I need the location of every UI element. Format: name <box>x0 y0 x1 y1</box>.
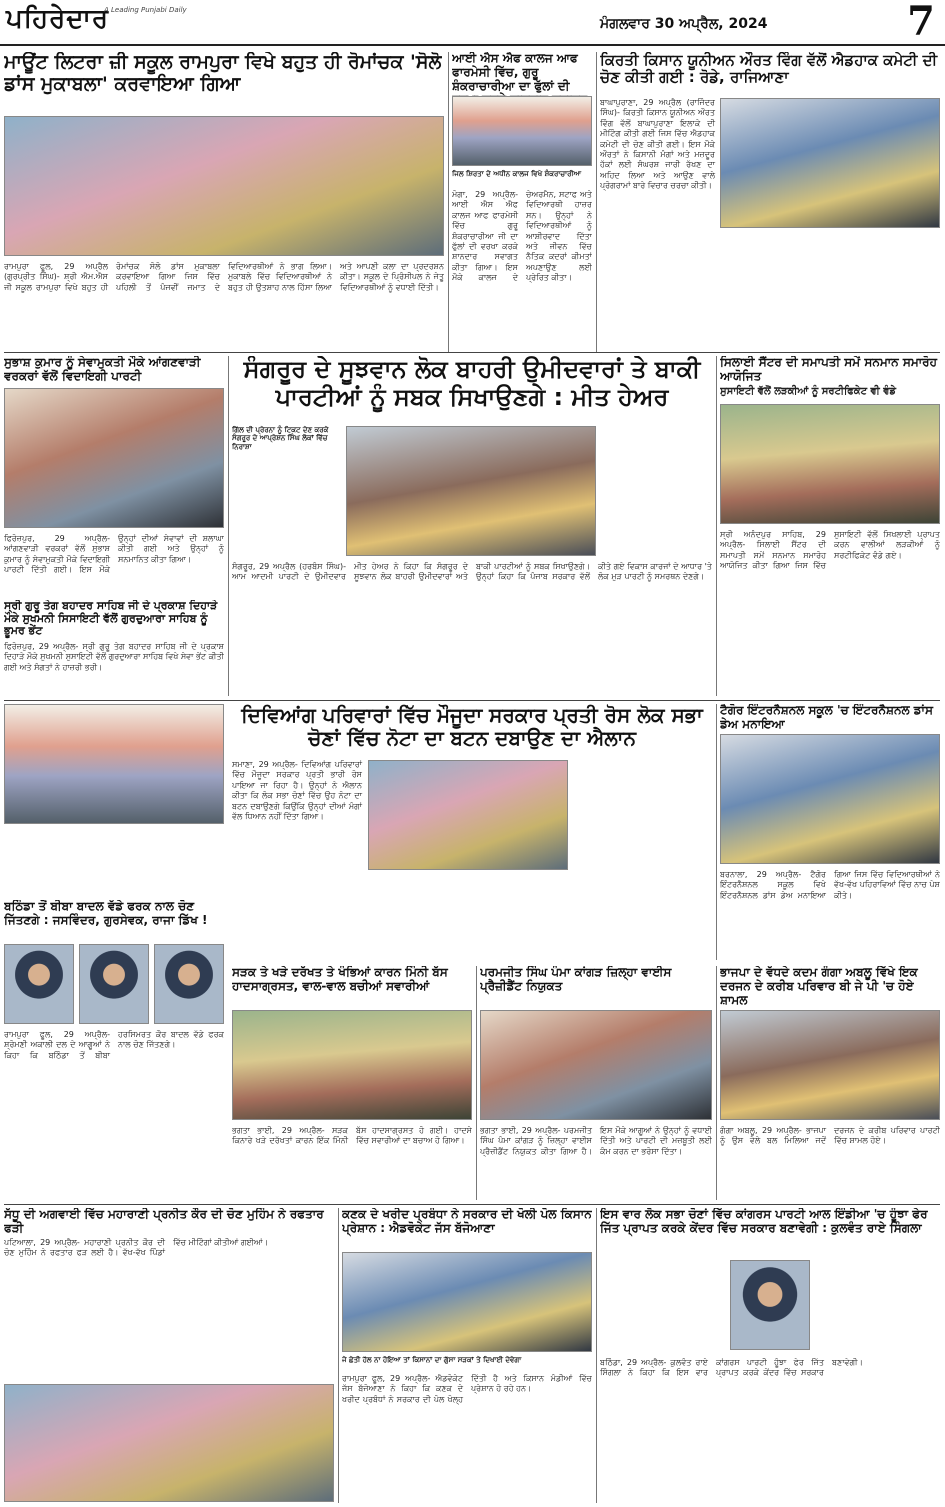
campaign-photo <box>346 426 596 556</box>
protest-photo <box>342 1252 592 1352</box>
bjp-photo <box>720 1010 940 1120</box>
article-body: ਭਗਤਾ ਭਾਈ, 29 ਅਪ੍ਰੈਲ- ਸੜਕ ਕਿਨਾਰੇ ਖੜੇ ਦਰੱਖਤਾਂ ਕਾਰਨ ਇੱਕ ਮਿੰਨੀ ਬੱਸ ਹਾਦਸਾਗ੍ਰਸਤ ਹੋ ਗਈ। ਹਾਦਸੇ ਵਿੱਚ ਸਵਾਰੀਆਂ ਦਾ ਬਚਾਅ ਹੋ ਗਿਆ। <box>232 1126 472 1146</box>
page-number: 7 <box>907 0 935 45</box>
article-body: ਸੰਗਰੂਰ, 29 ਅਪ੍ਰੈਲ (ਹਰਬੰਸ ਸਿੰਘ)- ਆਮ ਆਦਮੀ ਪਾਰਟੀ ਦੇ ਉਮੀਦਵਾਰ ਮੀਤ ਹੇਅਰ ਨੇ ਕਿਹਾ ਕਿ ਸੰਗਰੂਰ ਦੇ ਸੂਝਵਾਨ ਲੋਕ ਬਾਹਰੀ ਉਮੀਦਵਾਰਾਂ ਅਤੇ ਬਾਕੀ ਪਾਰਟੀਆਂ ਨੂੰ ਸਬਕ ਸਿਖਾਉਣਗੇ। ਉਨ੍ਹਾਂ ਕਿਹਾ ਕਿ ਪੰਜਾਬ ਸਰਕਾਰ ਵੱਲੋਂ ਕੀਤੇ ਗਏ ਵਿਕਾਸ ਕਾਰਜਾਂ ਦੇ ਆਧਾਰ 'ਤੇ ਲੋਕ ਮੁੜ ਪਾਰਟੀ ਨੂੰ ਸਮਰਥਨ ਦੇਣਗੇ। <box>232 562 712 582</box>
headline: ਸੱਧੂ ਦੀ ਅਗਵਾਈ ਵਿੱਚ ਮਹਾਰਾਣੀ ਪ੍ਰਨੀਤ ਕੌਰ ਦੀ ਚੋਣ ਮੁਹਿੰਮ ਨੇ ਰਫਤਾਰ ਫੜੀ <box>4 1208 324 1235</box>
singla-portrait <box>730 1260 810 1350</box>
headline: ਕਣਕ ਦੇ ਖਰੀਦ ਪ੍ਰਬੰਧਾ ਨੇ ਸਰਕਾਰ ਦੀ ਖੋਲੀ ਪੋਲ ਕਿਸਾਨ ਪ੍ਰੇਸ਼ਾਨ : ਐਡਵੋਕੇਟ ਜੱਸ ਬੱਜੋਆਣਾ <box>342 1208 592 1235</box>
masthead <box>0 0 945 46</box>
appointment-photo <box>480 1010 712 1120</box>
article-meet-hayer <box>232 356 712 696</box>
article-congress-singla <box>600 1208 940 1503</box>
sewing-photo <box>720 404 940 524</box>
article-sewing-centre <box>720 356 940 696</box>
headline: ਸੰਗਰੂਰ ਦੇ ਸੂਝਵਾਨ ਲੋਕ ਬਾਹਰੀ ਉਮੀਦਵਾਰਾਂ ਤੇ ਬਾਕੀ ਪਾਰਟੀਆਂ ਨੂੰ ਸਬਕ ਸਿਖਾਉਣਗੇ : ਮੀਤ ਹੇਅਰ <box>243 356 701 411</box>
headline: ਇਸ ਵਾਰ ਲੋਕ ਸਭਾ ਚੋਣਾਂ ਵਿੱਚ ਕਾਂਗਰਸ ਪਾਰਟੀ ਆਲ ਇੰਡੀਆ 'ਚ ਹੂੰਝਾ ਫੇਰ ਜਿੱਤ ਪ੍ਰਾਪਤ ਕਰਕੇ ਕੇਂਦਰ ਵਿੱਚ ਸਰਕਾਰ ਬਣਾਵੇਗੀ : ਕੁਲਵੰਤ ਰਾਏ ਸਿੰਗਲਾ <box>600 1208 928 1235</box>
gurdwara-photo <box>4 704 224 824</box>
headline: ਆਈ ਐਸ ਐਫ ਕਾਲਜ ਆਫ ਫਾਰਮੇਸੀ ਵਿੱਚ, ਗੁਰੂ ਸ਼ੰਕਰਾਚਾਰੀਆ ਦਾ ਫੁੱਲਾਂ ਦੀ <box>452 52 578 93</box>
accident-photo <box>232 1010 472 1120</box>
divyang-photo <box>368 760 568 870</box>
article-divyang-nota <box>232 704 712 960</box>
issue-date: ਮੰਗਲਵਾਰ 30 ਅਪ੍ਰੈਲ, 2024 <box>600 16 768 32</box>
article-kisan-union <box>600 52 940 347</box>
headline: ਸੜਕ ਤੇ ਖੜੇ ਦਰੱਖਤ ਤੇ ਖੰਭਿਆਂ ਕਾਰਨ ਮਿੰਨੀ ਬੱਸ ਹਾਦਸਾਗ੍ਰਸਤ, ਵਾਲ-ਵਾਲ ਬਚੀਆਂ ਸਵਾਰੀਆਂ <box>232 966 448 993</box>
article-body: ਰਾਮਪੁਰਾ ਫੂਲ, 29 ਅਪ੍ਰੈਲ- ਸ਼੍ਰੋਮਣੀ ਅਕਾਲੀ ਦਲ ਦੇ ਆਗੂਆਂ ਨੇ ਕਿਹਾ ਕਿ ਬਠਿੰਡਾ ਤੋਂ ਬੀਬਾ ਹਰਸਿਮਰਤ ਕੌਰ ਬਾਦਲ ਵੱਡੇ ਫਰਕ ਨਾਲ ਚੋਣ ਜਿੱਤਣਗੇ। <box>4 1030 224 1060</box>
portrait-photo-2 <box>79 944 149 1024</box>
headline: ਟੈਗੋਰ ਇੰਟਰਨੈਸ਼ਨਲ ਸਕੂਲ 'ਚ ਇੰਟਰਨੈਸ਼ਨਲ ਡਾਂਸ ਡੇਅ ਮਨਾਇਆ <box>720 704 933 731</box>
newspaper-logo: ਪਹਿਰੇਦਾਰ <box>6 4 109 34</box>
article-dance-competition <box>4 52 444 347</box>
article-gurpurab <box>4 600 224 696</box>
article-body: ਬਠਿੰਡਾ, 29 ਅਪ੍ਰੈਲ- ਕੁਲਵੰਤ ਰਾਏ ਸਿੰਗਲਾ ਨੇ ਕਿਹਾ ਕਿ ਇਸ ਵਾਰ ਕਾਂਗਰਸ ਪਾਰਟੀ ਹੂੰਝਾ ਫੇਰ ਜਿੱਤ ਪ੍ਰਾਪਤ ਕਰਕੇ ਕੇਂਦਰ ਵਿੱਚ ਸਰਕਾਰ ਬਣਾਵੇਗੀ। <box>600 1358 863 1378</box>
headline: ਪਰਮਜੀਤ ਸਿੰਘ ਪੰਮਾ ਕਾਂਗੜ ਜ਼ਿਲ੍ਹਾ ਵਾਈਸ ਪ੍ਰੈਜ਼ੀਡੈਂਟ ਨਿਯੁਕਤ <box>480 966 672 993</box>
article-bathinda-badal <box>4 900 224 1200</box>
college-photo <box>452 96 592 166</box>
union-photo <box>720 98 940 228</box>
portrait-photo-3 <box>154 944 224 1024</box>
headline: ਸਿਲਾਈ ਸੈਂਟਰ ਦੀ ਸਮਾਪਤੀ ਸਮੇਂ ਸਨਮਾਨ ਸਮਾਰੋਹ ਆਯੋਜਿਤ <box>720 356 937 383</box>
headline: ਮਾਊਂਟ ਲਿਟਰਾ ਜ਼ੀ ਸਕੂਲ ਰਾਮਪੁਰਾ ਵਿਖੇ ਬਹੁਤ ਹੀ ਰੋਮਾਂਚਕ 'ਸੋਲੋ ਡਾਂਸ ਮੁਕਾਬਲਾ' ਕਰਵਾਇਆ ਗਿਆ <box>4 52 442 95</box>
newspaper-tagline: A Leading Punjabi Daily <box>104 6 187 14</box>
article-bjp-joining <box>720 966 940 1200</box>
campaign-meeting-photo <box>4 1384 334 1502</box>
article-pamma-kangar <box>480 966 712 1200</box>
article-bus-accident <box>232 966 472 1200</box>
article-body: ਰਾਮਪੁਰਾ ਫੂਲ, 29 ਅਪ੍ਰੈਲ (ਗੁਰਪ੍ਰੀਤ ਸਿੰਘ)- ਸ਼੍ਰੀ ਐਮ.ਐਸ ਜੀ ਸਕੂਲ ਰਾਮਪੁਰਾ ਵਿਖੇ ਬਹੁਤ ਹੀ ਰੋਮਾਂਚਕ ਸੋਲੋ ਡਾਂਸ ਮੁਕਾਬਲਾ ਕਰਵਾਇਆ ਗਿਆ ਜਿਸ ਵਿੱਚ ਪਹਿਲੀ ਤੋਂ ਪੰਜਵੀਂ ਜਮਾਤ ਦੇ ਵਿਦਿਆਰਥੀਆਂ ਨੇ ਭਾਗ ਲਿਆ। ਮੁਕਾਬਲੇ ਵਿੱਚ ਵਿਦਿਆਰਥੀਆਂ ਨੇ ਬਹੁਤ ਹੀ ਉਤਸ਼ਾਹ ਨਾਲ ਹਿੱਸਾ ਲਿਆ ਅਤੇ ਆਪਣੀ ਕਲਾ ਦਾ ਪ੍ਰਦਰਸ਼ਨ ਕੀਤਾ। ਸਕੂਲ ਦੇ ਪ੍ਰਿੰਸੀਪਲ ਨੇ ਜੇਤੂ ਵਿਦਿਆਰਥੀਆਂ ਨੂੰ ਵਧਾਈ ਦਿੱਤੀ। <box>4 262 444 292</box>
dance-photo <box>4 116 444 256</box>
article-preneet-kaur <box>4 1208 334 1503</box>
headline: ਭਾਜਪਾ ਦੇ ਵੱਧਦੇ ਕਦਮ ਗੰਗਾ ਅਬਲੂ ਵਿੱਖੇ ਇਕ ਦਰਜਨ ਦੇ ਕਰੀਬ ਪਰਿਵਾਰ ਬੀ ਜੇ ਪੀ 'ਚ ਹੋਏ ਸ਼ਾਮਲ <box>720 966 918 1007</box>
article-body: ਫਿਰੋਜ਼ਪੁਰ, 29 ਅਪ੍ਰੈਲ- ਆਂਗਣਵਾੜੀ ਵਰਕਰਾਂ ਵੱਲੋਂ ਸੁਭਾਸ਼ ਕੁਮਾਰ ਨੂੰ ਸੇਵਾਮੁਕਤੀ ਮੌਕੇ ਵਿਦਾਇਗੀ ਪਾਰਟੀ ਦਿੱਤੀ ਗਈ। ਇਸ ਮੌਕੇ ਉਨ੍ਹਾਂ ਦੀਆਂ ਸੇਵਾਵਾਂ ਦੀ ਸ਼ਲਾਘਾ ਕੀਤੀ ਗਈ ਅਤੇ ਉਨ੍ਹਾਂ ਨੂੰ ਸਨਮਾਨਿਤ ਕੀਤਾ ਗਿਆ। <box>4 534 224 575</box>
article-body: ਪਟਿਆਲਾ, 29 ਅਪ੍ਰੈਲ- ਮਹਾਰਾਣੀ ਪ੍ਰਨੀਤ ਕੌਰ ਦੀ ਚੋਣ ਮੁਹਿੰਮ ਨੇ ਰਫਤਾਰ ਫੜ ਲਈ ਹੈ। ਵੱਖ-ਵੱਖ ਪਿੰਡਾਂ ਵਿੱਚ ਮੀਟਿੰਗਾਂ ਕੀਤੀਆਂ ਗਈਆਂ। <box>4 1238 269 1258</box>
article-body: ਭਗਤਾ ਭਾਈ, 29 ਅਪ੍ਰੈਲ- ਪਰਮਜੀਤ ਸਿੰਘ ਪੰਮਾ ਕਾਂਗੜ ਨੂੰ ਜ਼ਿਲ੍ਹਾ ਵਾਈਸ ਪ੍ਰੈਜ਼ੀਡੈਂਟ ਨਿਯੁਕਤ ਕੀਤਾ ਗਿਆ ਹੈ। ਇਸ ਮੌਕੇ ਆਗੂਆਂ ਨੇ ਉਨ੍ਹਾਂ ਨੂੰ ਵਧਾਈ ਦਿੱਤੀ ਅਤੇ ਪਾਰਟੀ ਦੀ ਮਜ਼ਬੂਤੀ ਲਈ ਕੰਮ ਕਰਨ ਦਾ ਭਰੋਸਾ ਦਿੱਤਾ। <box>480 1126 712 1156</box>
article-body: ਫਿਰੋਜ਼ਪੁਰ, 29 ਅਪ੍ਰੈਲ- ਸ੍ਰੀ ਗੁਰੂ ਤੇਗ ਬਹਾਦਰ ਸਾਹਿਬ ਜੀ ਦੇ ਪ੍ਰਕਾਸ਼ ਦਿਹਾੜੇ ਮੌਕੇ ਸੁਖਮਨੀ ਸੁਸਾਇਟੀ ਵੱਲੋਂ ਗੁਰਦੁਆਰਾ ਸਾਹਿਬ ਵਿਖੇ ਸੇਵਾ ਭੇਂਟ ਕੀਤੀ ਗਈ ਅਤੇ ਸੰਗਤਾਂ ਨੇ ਹਾਜ਼ਰੀ ਭਰੀ। <box>4 641 224 672</box>
photo-caption: ਜੇ ਛੇਤੀ ਹੱਲ ਨਾ ਹੋਇਆ ਤਾਂ ਕਿਸਾਨਾਂ ਦਾ ਗੁੱਸਾ ਸੜਕਾਂ ਤੇ ਦਿਖਾਈ ਦੇਵੇਗਾ <box>342 1356 522 1364</box>
dance-day-photo <box>720 734 940 864</box>
farewell-photo <box>4 388 224 528</box>
sub-caption: ਗਿੱਲ ਦੀ ਪ੍ਰੇਰਨਾ ਨੂੰ ਟਿਕਟ ਦੇਣ ਕਰਕੇ ਸੰਗਰੂਰ ਦੇ ਆਪ੍ਰੇਸ਼ਨ ਸਿੰਘ ਲੋਕਾਂ ਵਿੱਚ ਨਿਰਾਸ਼ਾ <box>232 426 329 451</box>
headline: ਸੁਭਾਸ਼ ਕੁਮਾਰ ਨੂੰ ਸੇਵਾਮੁਕਤੀ ਮੌਕੇ ਆਂਗਣਵਾੜੀ ਵਰਕਰਾਂ ਵੱਲੋਂ ਵਿਦਾਇਗੀ ਪਾਰਟੀ <box>4 356 201 383</box>
article-dance-day <box>720 704 940 960</box>
article-body: ਬਾਘਾਪੁਰਾਣਾ, 29 ਅਪ੍ਰੈਲ (ਰਾਜਿੰਦਰ ਸਿੰਘ)- ਕਿਰਤੀ ਕਿਸਾਨ ਯੂਨੀਅਨ ਔਰਤ ਵਿੰਗ ਵੱਲੋਂ ਬਾਘਾਪੁਰਾਣਾ ਇਲਾਕੇ ਦੀ ਮੀਟਿੰਗ ਕੀਤੀ ਗਈ ਜਿਸ ਵਿੱਚ ਐਡਹਾਕ ਕਮੇਟੀ ਦੀ ਚੋਣ ਕੀਤੀ ਗਈ। ਇਸ ਮੌਕੇ ਔਰਤਾਂ ਨੇ ਕਿਸਾਨੀ ਮੰਗਾਂ ਅਤੇ ਮਜ਼ਦੂਰ ਹੱਕਾਂ ਲਈ ਸੰਘਰਸ਼ ਜਾਰੀ ਰੱਖਣ ਦਾ ਅਹਿਦ ਲਿਆ ਅਤੇ ਆਉਣ ਵਾਲੇ ਪ੍ਰੋਗਰਾਮਾਂ ਬਾਰੇ ਵਿਚਾਰ ਚਰਚਾ ਕੀਤੀ। <box>600 98 715 191</box>
article-body: ਬਰਨਾਲਾ, 29 ਅਪ੍ਰੈਲ- ਟੈਗੋਰ ਇੰਟਰਨੈਸ਼ਨਲ ਸਕੂਲ ਵਿਖੇ ਇੰਟਰਨੈਸ਼ਨਲ ਡਾਂਸ ਡੇਅ ਮਨਾਇਆ ਗਿਆ ਜਿਸ ਵਿੱਚ ਵਿਦਿਆਰਥੀਆਂ ਨੇ ਵੱਖ-ਵੱਖ ਪਹਿਰਾਵਿਆਂ ਵਿੱਚ ਨਾਚ ਪੇਸ਼ ਕੀਤੇ। <box>720 870 940 900</box>
article-body: ਸ੍ਰੀ ਅਨੰਦਪੁਰ ਸਾਹਿਬ, 29 ਅਪ੍ਰੈਲ- ਸਿਲਾਈ ਸੈਂਟਰ ਦੀ ਸਮਾਪਤੀ ਸਮੇਂ ਸਨਮਾਨ ਸਮਾਰੋਹ ਆਯੋਜਿਤ ਕੀਤਾ ਗਿਆ ਜਿਸ ਵਿੱਚ ਸੁਸਾਇਟੀ ਵੱਲੋਂ ਸਿਖਲਾਈ ਪ੍ਰਾਪਤ ਕਰਨ ਵਾਲੀਆਂ ਲੜਕੀਆਂ ਨੂੰ ਸਰਟੀਫਿਕੇਟ ਵੰਡੇ ਗਏ। <box>720 530 940 571</box>
article-farewell <box>4 356 224 596</box>
photo-caption: ਜਿਲ ਸ਼ਿਰਤਾ ਦੇ ਅਧੀਨ ਕਾਲਜ ਵਿਖੇ ਸ਼ੰਕਰਾਚਾਰੀਆ <box>452 170 582 178</box>
headline: ਕਿਰਤੀ ਕਿਸਾਨ ਯੂਨੀਅਨ ਔਰਤ ਵਿੰਗ ਵੱਲੋਂ ਐਡਹਾਕ ਕਮੇਟੀ ਦੀ ਚੋਣ ਕੀਤੀ ਗਈ : ਰੋਡੇ, ਰਾਜਿਆਣਾ <box>600 52 938 87</box>
headline: ਦਿਵਿਆਂਗ ਪਰਿਵਾਰਾਂ ਵਿੱਚ ਮੌਜੂਦਾ ਸਰਕਾਰ ਪ੍ਰਤੀ ਰੋਸ ਲੋਕ ਸਭਾ ਚੋਣਾਂ ਵਿੱਚ ਨੋਟਾ ਦਾ ਬਟਨ ਦਬਾਉਣ ਦਾ ਐਲਾਨ <box>241 704 703 750</box>
article-body: ਗੰਗਾ ਅਬਲੂ, 29 ਅਪ੍ਰੈਲ- ਭਾਜਪਾ ਨੂੰ ਉਸ ਵੇਲੇ ਬਲ ਮਿਲਿਆ ਜਦੋਂ ਦਰਜਨ ਦੇ ਕਰੀਬ ਪਰਿਵਾਰ ਪਾਰਟੀ ਵਿੱਚ ਸ਼ਾਮਲ ਹੋਏ। <box>720 1126 940 1146</box>
article-body: ਸਮਾਣਾ, 29 ਅਪ੍ਰੈਲ- ਦਿਵਿਆਂਗ ਪਰਿਵਾਰਾਂ ਵਿੱਚ ਮੌਜੂਦਾ ਸਰਕਾਰ ਪ੍ਰਤੀ ਭਾਰੀ ਰੋਸ ਪਾਇਆ ਜਾ ਰਿਹਾ ਹੈ। ਉਨ੍ਹਾਂ ਨੇ ਐਲਾਨ ਕੀਤਾ ਕਿ ਲੋਕ ਸਭਾ ਚੋਣਾਂ ਵਿੱਚ ਉਹ ਨੋਟਾ ਦਾ ਬਟਨ ਦਬਾਉਣਗੇ ਕਿਉਂਕਿ ਉਨ੍ਹਾਂ ਦੀਆਂ ਮੰਗਾਂ ਵੱਲ ਧਿਆਨ ਨਹੀਂ ਦਿੱਤਾ ਗਿਆ। <box>232 760 362 821</box>
headline: ਬਠਿੰਡਾ ਤੋਂ ਬੀਬਾ ਬਾਦਲ ਵੱਡੇ ਫਰਕ ਨਾਲ ਚੋਣ ਜਿੱਤਣਗੇ : ਜਸਵਿੰਦਰ, ਗੁਰਸੇਵਕ, ਰਾਜਾ ਡਿੱਖ ! <box>4 900 208 927</box>
article-body: ਮੋਗਾ, 29 ਅਪ੍ਰੈਲ- ਆਈ ਐਸ ਐਫ ਕਾਲਜ ਆਫ ਫਾਰਮੇਸੀ ਵਿੱਚ ਗੁਰੂ ਸ਼ੰਕਰਾਚਾਰੀਆ ਜੀ ਦਾ ਫੁੱਲਾਂ ਦੀ ਵਰਖਾ ਕਰਕੇ ਸ਼ਾਨਦਾਰ ਸਵਾਗਤ ਕੀਤਾ ਗਿਆ। ਇਸ ਮੌਕੇ ਕਾਲਜ ਦੇ ਚੇਅਰਮੈਨ, ਸਟਾਫ ਅਤੇ ਵਿਦਿਆਰਥੀ ਹਾਜ਼ਰ ਸਨ। ਉਨ੍ਹਾਂ ਨੇ ਵਿਦਿਆਰਥੀਆਂ ਨੂੰ ਆਸ਼ੀਰਵਾਦ ਦਿੱਤਾ ਅਤੇ ਜੀਵਨ ਵਿੱਚ ਨੈਤਿਕ ਕਦਰਾਂ ਕੀਮਤਾਂ ਅਪਣਾਉਣ ਲਈ ਪ੍ਰੇਰਿਤ ਕੀਤਾ। <box>452 190 592 283</box>
article-wheat-procurement <box>342 1208 592 1503</box>
article-body: ਰਾਮਪੁਰਾ ਫੂਲ, 29 ਅਪ੍ਰੈਲ- ਐਡਵੋਕੇਟ ਜੱਸ ਬੱਜੋਆਣਾ ਨੇ ਕਿਹਾ ਕਿ ਕਣਕ ਦੇ ਖਰੀਦ ਪ੍ਰਬੰਧਾਂ ਨੇ ਸਰਕਾਰ ਦੀ ਪੋਲ ਖੋਲ੍ਹ ਦਿੱਤੀ ਹੈ ਅਤੇ ਕਿਸਾਨ ਮੰਡੀਆਂ ਵਿੱਚ ਪ੍ਰੇਸ਼ਾਨ ਹੋ ਰਹੇ ਹਨ। <box>342 1374 592 1404</box>
portrait-photo-1 <box>4 944 74 1024</box>
sub-headline: ਸੁਸਾਇਟੀ ਵੱਲੋਂ ਲੜਕੀਆਂ ਨੂੰ ਸਰਟੀਫਿਕੇਟ ਵੀ ਵੰਡੇ <box>720 385 897 397</box>
article-pharmacy-college <box>452 52 592 347</box>
headline: ਸ੍ਰੀ ਗੁਰੂ ਤੇਗ ਬਹਾਦਰ ਸਾਹਿਬ ਜੀ ਦੇ ਪ੍ਰਕਾਸ਼ ਦਿਹਾੜੇ ਮੌਕੇ ਸੁਖਮਨੀ ਸਿਸਾਇਟੀ ਵੱਲੋਂ ਗੁਰਦੁਆਰਾ ਸਾਹਿਬ ਨੂੰ ਭੂਮਰ ਭੇਂਟ <box>4 600 218 638</box>
